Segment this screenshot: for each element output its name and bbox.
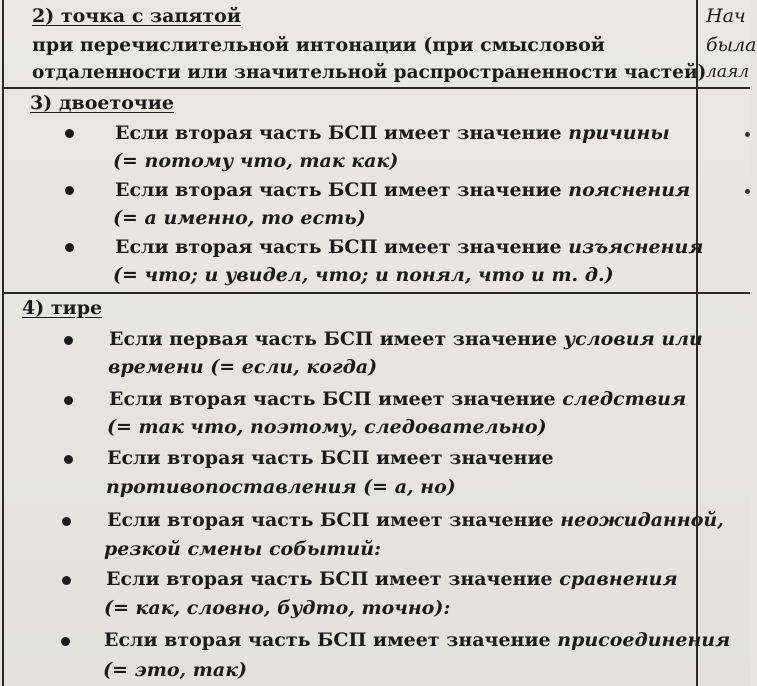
bullet-icon — [62, 576, 71, 585]
section-4-header: 4) тире — [22, 297, 103, 319]
bullet-icon — [64, 455, 73, 464]
list-item-line-2: (= как, словно, будто, точно): — [104, 597, 451, 619]
list-item-line-2: (= так что, поэтому, следовательно) — [107, 416, 547, 438]
row-divider-2-3 — [2, 87, 750, 89]
bullet-icon — [62, 517, 71, 526]
list-item-line-1: Если вторая часть БСП имеет значение — [107, 447, 554, 469]
right-column-mark — [745, 132, 750, 137]
bullet-icon — [61, 637, 70, 646]
right-column-line-1: Нач — [706, 5, 746, 27]
section-2-text-line-2: отдаленности или значительной распространенности частей) — [32, 62, 707, 83]
list-item-line-2: (= а именно, то есть) — [113, 207, 366, 229]
list-item-line-1: Если вторая часть БСП имеет значение изъяснения — [115, 236, 704, 258]
list-item-line-2: противопоставления (= а, но) — [106, 476, 456, 498]
list-item-line-1: Если вторая часть БСП имеет значение причины — [115, 122, 670, 144]
list-item-line-2: (= что; и увидел, что; и понял, что и т. д.) — [113, 264, 614, 286]
bullet-icon — [65, 129, 74, 138]
section-2-header: 2) точка с запятой — [32, 5, 241, 27]
bullet-icon — [64, 336, 73, 345]
list-item-line-1: Если вторая часть БСП имеет значение присоединения — [104, 629, 731, 651]
list-item-line-2: (= это, так) — [103, 659, 248, 681]
right-column-mark — [745, 189, 750, 194]
row-divider-3-4 — [2, 292, 750, 294]
list-item-line-1: Если вторая часть БСП имеет значение неожиданной, — [107, 509, 724, 531]
list-item-line-1: Если вторая часть БСП имеет значение пояснения — [115, 179, 691, 201]
list-item-line-1: Если первая часть БСП имеет значение условия или — [109, 328, 703, 350]
section-2-text-line-1: при перечислительной интонации (при смысловой — [32, 34, 605, 56]
bullet-icon — [64, 396, 73, 405]
list-item-line-1: Если вторая часть БСП имеет значение сравнения — [106, 568, 678, 590]
right-column-line-3: лаял — [706, 62, 750, 82]
bullet-icon — [65, 243, 74, 252]
bullet-icon — [65, 186, 74, 195]
table-left-border — [2, 0, 4, 686]
list-item-line-2: (= потому что, так как) — [113, 150, 399, 172]
list-item-line-1: Если вторая часть БСП имеет значение следствия — [109, 388, 687, 410]
list-item-line-2: резкой смены событий: — [104, 538, 382, 560]
section-3-header: 3) двоеточие — [30, 92, 174, 114]
right-column-line-2: была — [706, 34, 757, 56]
list-item-line-2: времени (= если, когда) — [108, 356, 378, 378]
